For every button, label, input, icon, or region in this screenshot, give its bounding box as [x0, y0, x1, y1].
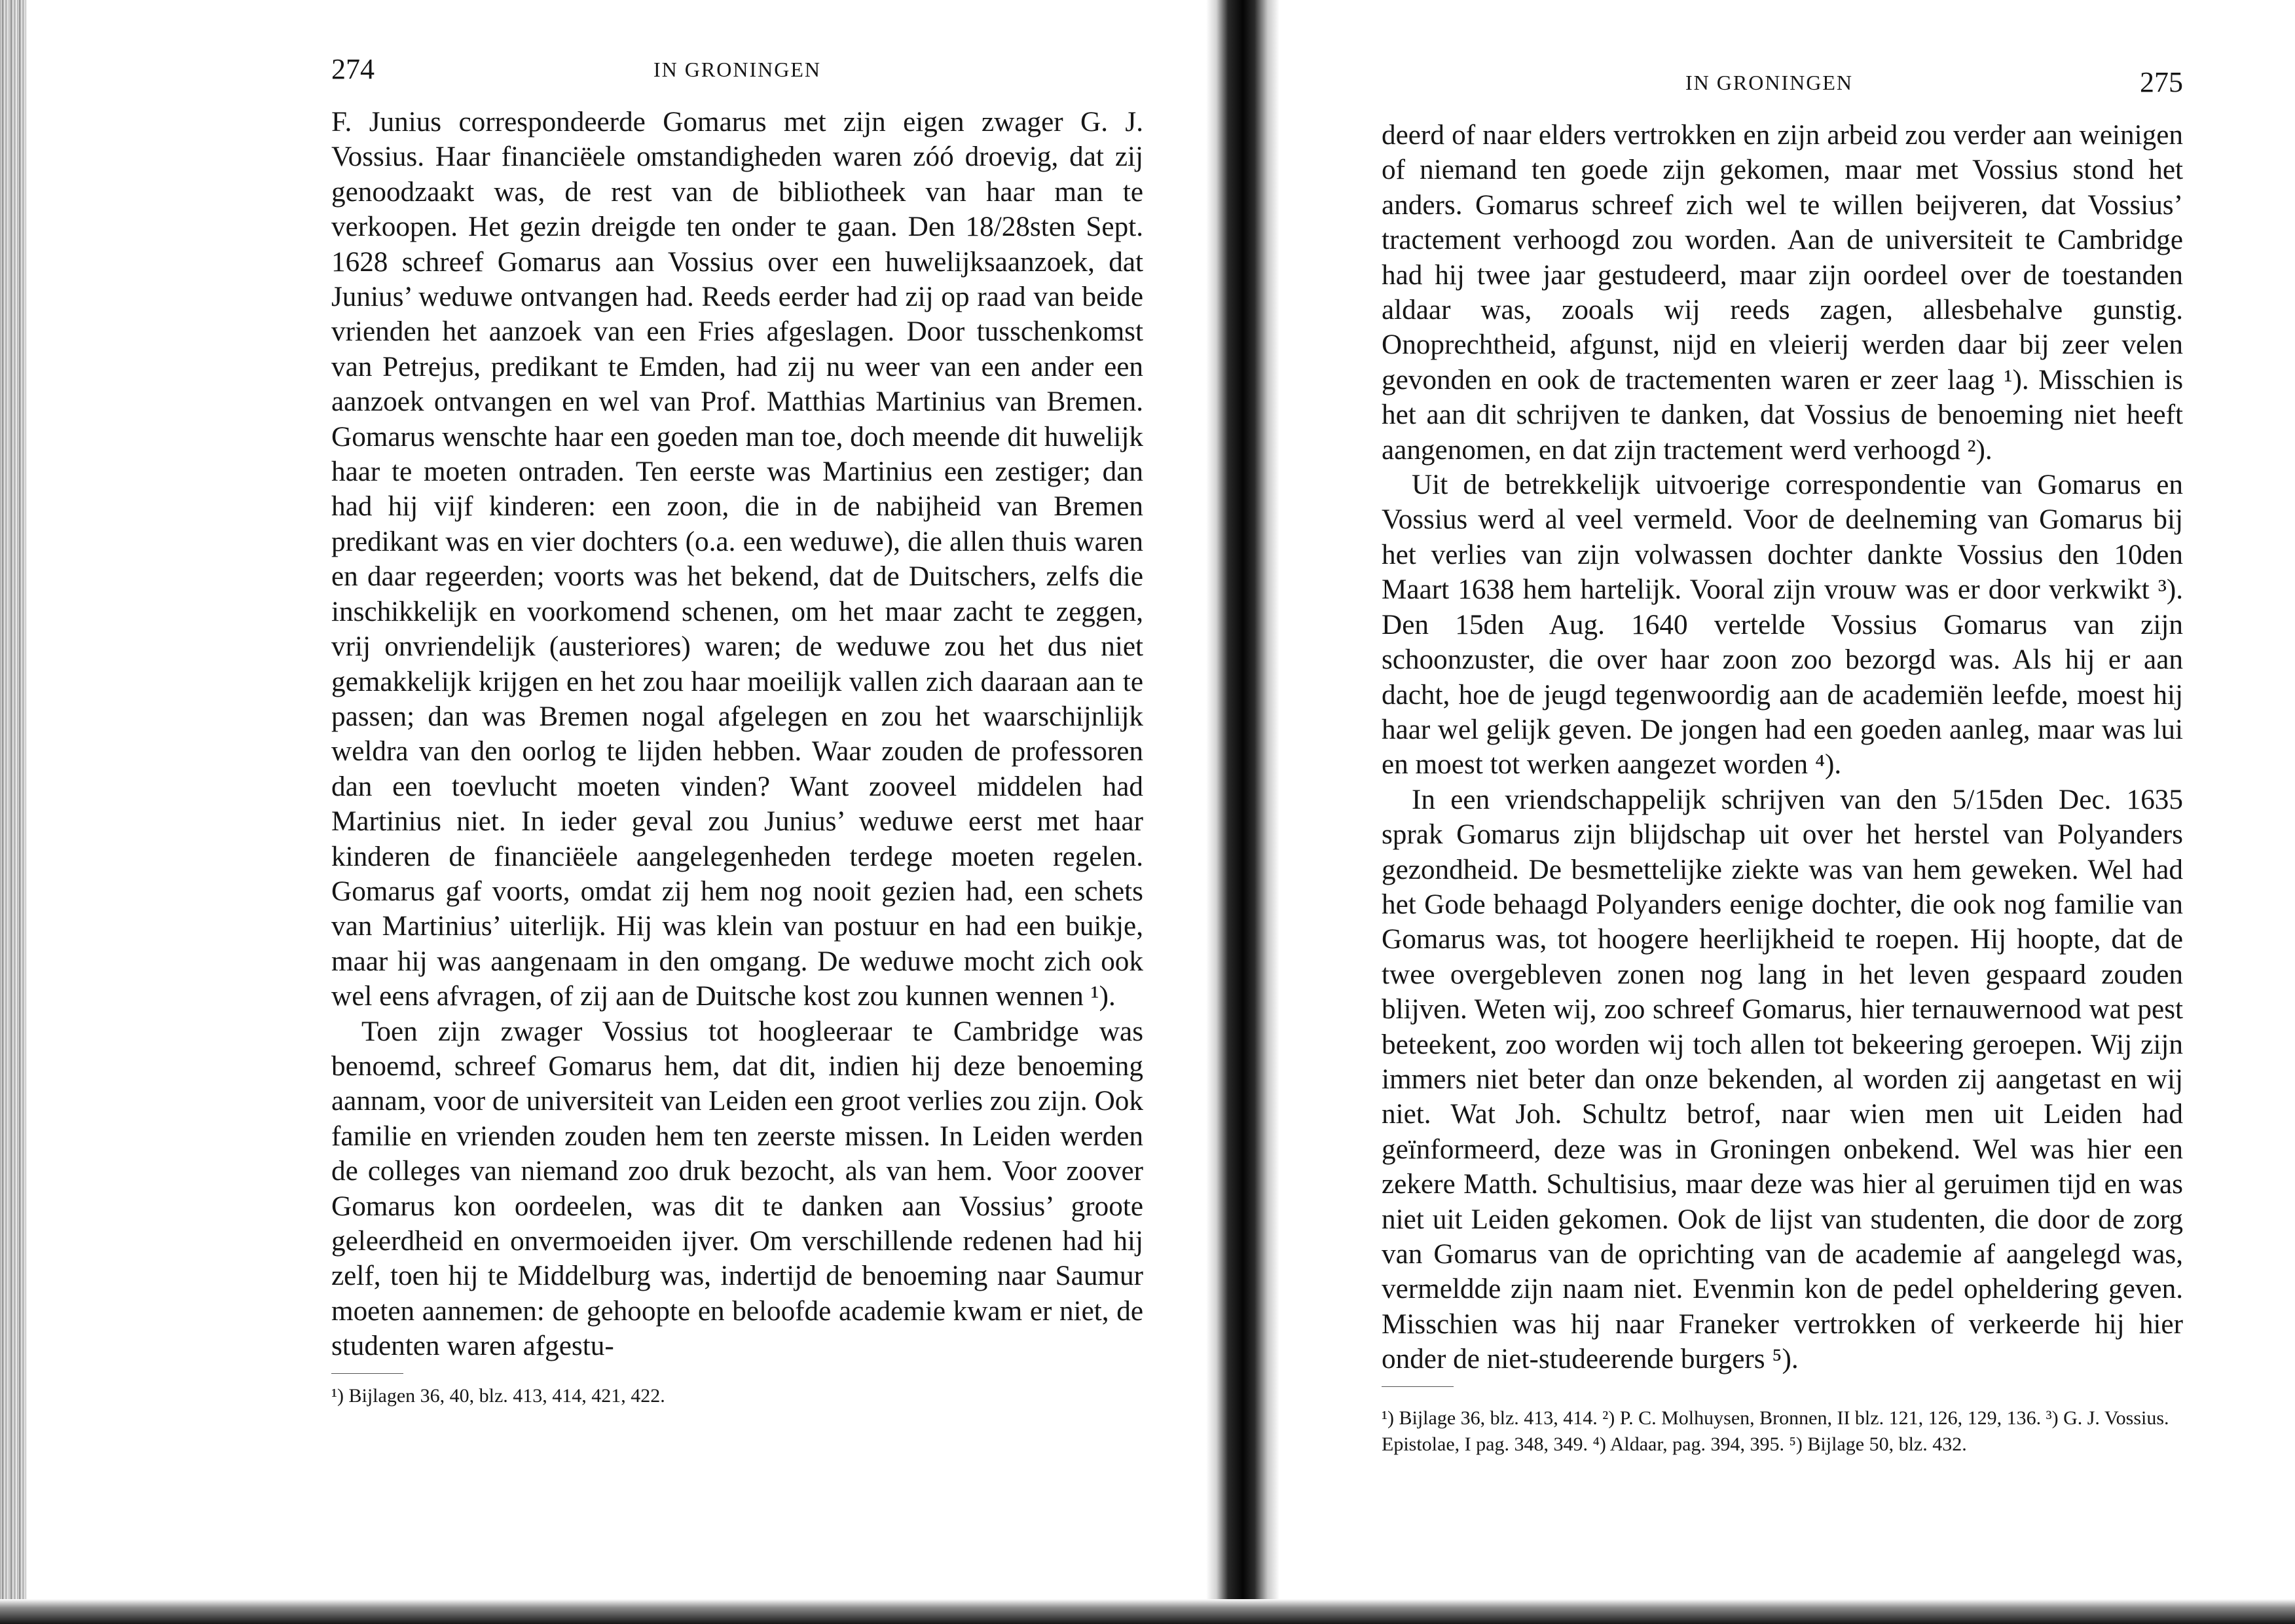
left-page [331, 52, 1143, 1409]
right-paragraph-2: Uit de betrekkelijk uitvoerige correspondentie van Gomarus en Vossius werd al veel vermeld. Voor de deelneming van Gomarus bij het verlies van zijn volwassen dochter dankte Vossius den 10den Maart 1638 hem hartelijk. Vooral zijn vrouw was er door verkwikt ³). Den 15den Aug. 1640 vertelde Vossius Gomarus van zijn schoonzuster, die over haar zoon zoo bezorgd was. Als hij er aan dacht, hoe de jeugd tegenwoordig aan de academiën leefde, moest hij haar wel gelijk geven. De jongen had een goeden aanleg, maar was lui en moest tot werken aangezet worden ⁴). [1382, 470, 2183, 781]
left-page-number: 274 [331, 53, 375, 85]
left-paragraph-2: Toen zijn zwager Vossius tot hoogleeraar te Cambridge was benoemd, schreef Gomarus hem, dat dit, indien hij deze benoeming aannam, voor de universiteit van Leiden een groot verlies zou zijn. Ook familie en vrienden zouden hem ten zeerste missen. In Leiden werden de colleges van niemand zoo druk bezocht, als van hem. Voor zoover Gomarus kon oordeelen, was dit te danken aan Vossius’ groote geleerdheid en onvermoeiden ijver. Om verschillende redenen had hij zelf, toen hij te Middelburg was, indertijd de benoeming naar Saumur moeten aannemen: de gehoopte en beloofde academie kwam er niet, de studenten waren afgestu- [331, 1016, 1143, 1362]
right-footnote: ¹) Bijlage 36, blz. 413, 414. ²) P. C. Molhuysen, Bronnen, II blz. 121, 126, 129, 136. ³) G. J. Vossius. Epistolae, I pag. 348, 349. ⁴) Aldaar, pag. 394, 395. ⁵) Bijlage 50, blz. 432. [1382, 1407, 2169, 1455]
scan-edge-left [0, 0, 26, 1624]
right-paragraph-1: deerd of naar elders vertrokken en zijn arbeid zou verder aan weinigen of niemand ten goede zijn gekomen, maar met Vossius stond het anders. Gomarus schreef zich wel te willen beijveren, dat Vossius’ tractement verhoogd zou worden. Aan de universiteit te Cambridge had hij twee jaar gestudeerd, maar zijn oordeel over de toestanden aldaar was, zooals wij reeds zagen, allesbehalve gunstig. Onoprechtheid, afgunst, nijd en vleierij werden daar bij zeer velen gevonden en ook de tractementen waren er zeer laag ¹). Misschien is het aan dit schrijven te danken, dat Vossius de benoeming niet heeft aangenomen, en dat zijn tractement werd verhoogd ²). [1382, 120, 2183, 466]
right-paragraph-3: In een vriendschappelijk schrijven van den 5/15den Dec. 1635 sprak Gomarus zijn blijdschap uit over het herstel van Polyanders gezondheid. De besmettelijke ziekte was van hem geweken. Wel had het Gode behaagd Polyanders eenige dochter, die ook nog familie van Gomarus was, tot hoogere heerlijkheid te roepen. Hij hoopte, dat de twee overgebleven zonen nog lang in het leven gespaard zouden blijven. Weten wij, zoo schreef Gomarus, hier ternauwernood wat pest beteekent, zoo worden wij toch allen tot bekeering geroepen. Wij zijn immers niet beter dan onze bekenden, al worden zij aangetast en wij niet. Wat Joh. Schultz betrof, naar wien men uit Leiden had geïnformeerd, deze was in Groningen onbekend. Wel was hier een zekere Matth. Schultisius, maar deze was hier al geruimen tijd en was niet uit Leiden gekomen. Ook de lijst van studenten, die door de zorg van Gomarus van de oprichting van de academie af aangelegd was, vermeldde zijn naam niet. Evenmin kon de pedel opheldering geven. Misschien was hij naar Franeker vertrokken of verkeerde hij hier onder de niet-studeerende burgers ⁵). [1382, 784, 2183, 1375]
left-footnote-rule [331, 1373, 403, 1374]
left-running-title: IN GRONINGEN [653, 58, 821, 81]
right-page [1382, 65, 2183, 1458]
right-footnote-rule [1382, 1386, 1454, 1387]
book-gutter [1206, 0, 1279, 1624]
right-running-title: IN GRONINGEN [1685, 71, 1853, 94]
left-paragraph-1: F. Junius correspondeerde Gomarus met zijn eigen zwager G. J. Vossius. Haar financiëele omstandigheden waren zóó droevig, dat zij genoodzaakt was, de rest van de bibliotheek van haar man te verkoopen. Het gezin dreigde ten onder te gaan. Den 18/28sten Sept. 1628 schreef Gomarus aan Vossius over een huwelijksaanzoek, dat Junius’ weduwe ontvangen had. Reeds eerder had zij op raad van beide vrienden het aanzoek van een Fries afgeslagen. Door tusschenkomst van Petrejus, predikant te Emden, had zij nu weer van een ander een aanzoek ontvangen en wel van Prof. Matthias Martinius van Bremen. Gomarus wenschte haar een goeden man toe, doch meende dit huwelijk haar te moeten ontraden. Ten eerste was Martinius een zestiger; dan had hij vijf kinderen: een zoon, die in de nabijheid van Bremen predikant was en vier dochters (o.a. een weduwe), die allen thuis waren en daar regeerden; voorts was het bekend, dat de Duitschers, zelfs die inschikkelijk en voorkomend schenen, om het maar zacht te zeggen, vrij onvriendelijk (austeriores) waren; de weduwe zou het dus niet gemakkelijk krijgen en het zou haar moeilijk vallen zich daaraan aan te passen; dan was Bremen nogal afgelegen en zou het waarschijnlijk weldra van den oorlog te lijden hebben. Waar zouden de professoren dan een toevlucht moeten vinden? Want zooveel middelen had Martinius niet. In ieder geval zou Junius’ weduwe eerst met haar kinderen de financiëele aangelegenheden terdege moeten regelen. Gomarus gaf voorts, omdat zij hem nog nooit gezien had, een schets van Martinius’ uiterlijk. Hij was klein van postuur en had een buikje, maar hij was aangenaam in den omgang. De weduwe mocht zich ook wel eens afvragen, of zij aan de Duitsche kost zou kunnen wennen ¹). [331, 107, 1143, 1012]
right-running-head [1382, 65, 2183, 118]
left-body-text [331, 105, 1143, 1364]
left-running-head [331, 52, 1143, 105]
right-page-number: 275 [2140, 66, 2183, 98]
scan-edge-bottom [0, 1599, 2295, 1624]
right-body-text [1382, 118, 2183, 1377]
left-footnote: ¹) Bijlagen 36, 40, blz. 413, 414, 421, 422. [331, 1384, 665, 1407]
